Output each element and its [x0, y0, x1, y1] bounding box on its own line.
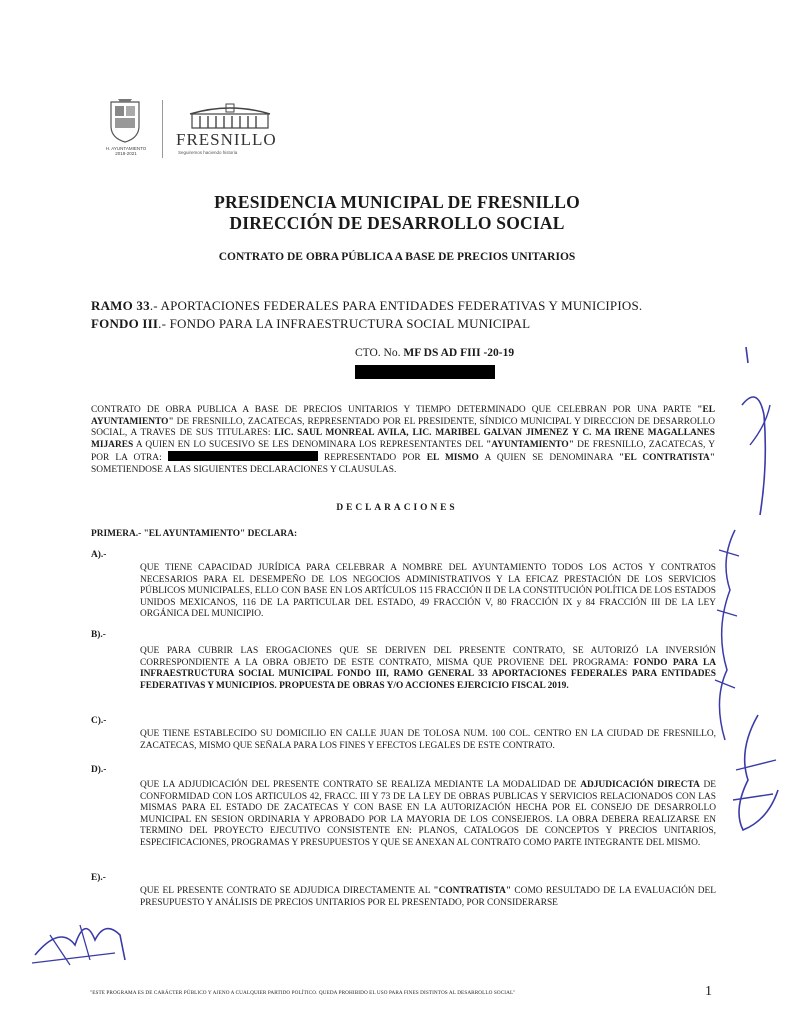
margin-signature-top [740, 345, 780, 525]
clause-d-bold: ADJUDICACIÓN DIRECTA [580, 780, 700, 790]
clause-e-text: QUE EL PRESENTE CONTRATO SE ADJUDICA DIRECTAMENTE AL [140, 886, 434, 896]
clause-label-b: B).- [91, 630, 106, 640]
clause-text-c: QUE TIENE ESTABLECIDO SU DOMICILIO EN CALLE JUAN DE TOLOSA NUM. 100 COL. CENTRO EN LA CIUDAD DE FRESNILLO, ZACATECAS, MISMO QUE SEÑALA PARA LOS FINES Y EFECTOS LEGALES DE ESTE CONTRATO. [140, 729, 716, 751]
building-facade-icon [186, 102, 274, 130]
city-logo-name: FRESNILLO [176, 130, 277, 149]
clause-b-bold: FONDO PARA LA INFRAESTRUCTURA SOCIAL MUNICIPAL FONDO III, RAMO GENERAL 33 APORTACIONES FEDERALES PARA ENTIDADES FEDERATIVAS Y MUNICIPIOS. PROPUESTA DE OBRAS Y/O ACCIONES EJERCICIO FISCAL 2019. [140, 657, 716, 691]
ramo-text: .- APORTACIONES FEDERALES PARA ENTIDADES FEDERATIVAS Y MUNICIPIOS. [149, 298, 643, 313]
intro-text: REPRESENTADO POR [317, 453, 427, 464]
ramo-label: RAMO 33 [91, 298, 150, 313]
primera-heading: PRIMERA.- "EL AYUNTAMIENTO" DECLARA: [91, 529, 298, 539]
clause-text-b [140, 646, 716, 692]
initials-signature [30, 905, 130, 975]
clause-label-e: E).- [91, 873, 106, 883]
intro-bold: "EL AYUNTAMIENTO" [91, 405, 715, 427]
declaraciones-heading: DECLARACIONES [336, 503, 458, 513]
intro-bold: LIC. SAUL MONREAL AVILA, LIC. MARIBEL GALVAN JIMENEZ Y C. MA IRENE MAGALLANES MIJARES [91, 428, 715, 450]
intro-text: DE FRESNILLO, ZACATECAS, REPRESENTADO POR EL PRESIDENTE, SÍNDICO MUNICIPAL Y DIRECCION DE DESARROLLO SOCIAL, A TRAVES DE SUS TITULARES: [91, 416, 715, 439]
intro-text: DE FRESNILLO, ZACATECAS, Y POR LA OTRA: [91, 439, 715, 464]
shield-caption: H. AYUNTAMIENTO 2018-2021 [105, 146, 147, 156]
intro-text: A QUIEN EN LO SUCESIVO SE LES DENOMINARA LOS REPRESENTANTES DEL [133, 439, 487, 450]
page-title-line2: DIRECCIÓN DE DESARROLLO SOCIAL [229, 213, 565, 233]
intro-paragraph [91, 405, 715, 477]
intro-bold: EL MISMO [426, 453, 479, 464]
clause-label-c: C).- [91, 716, 107, 726]
contract-type-heading: CONTRATO DE OBRA PÚBLICA A BASE DE PRECIOS UNITARIOS [218, 251, 576, 263]
fondo-label: FONDO III [91, 316, 159, 331]
intro-text: A QUIEN SE DENOMINARA [478, 453, 620, 464]
city-logo-slogan: Seguiremos haciendo historia [178, 150, 238, 155]
clause-e-text: COMO RESULTADO DE LA EVALUACIÓN DEL PRESUPUESTO Y ANÁLISIS DE PRECIOS UNITARIOS POR EL PRESENTADO, POR CONSIDERARSE [140, 886, 716, 908]
contract-number-value: MF DS AD FIII -20-19 [403, 347, 515, 359]
clause-label-d: D).- [91, 765, 107, 775]
contract-number [355, 347, 514, 359]
intro-text: CONTRATO DE OBRA PUBLICA A BASE DE PRECIOS UNITARIOS Y TIEMPO DETERMINADO QUE CELEBRAN POR UNA PARTE [91, 405, 698, 415]
ramo-line [91, 298, 642, 314]
clause-d-text: DE CONFORMIDAD CON LOS ARTICULOS 42, FRACC. III Y 73 DE LA LEY DE OBRAS PUBLICAS Y SERVICIOS RELACIONADOS CON LAS MISMAS PARA EL ESTADO DE ZACATECAS Y CON BASE EN LA AUTORIZACIÓN HECHA POR EL CONSEJO DE DESARROLLO MUNICIPAL EN SESION ORDINARIA Y APROBADO POR LA MAYORIA DE LOS CONSEJEROS. LA OBRA DEBERA REALIZARSE EN TERMINO DEL PROYECTO EJECUTIVO CONSISTENTE EN: PLANOS, CATALOGOS DE CONCEPTOS Y PRECIOS UNITARIOS, ESPECIFICACIONES, PROGRAMAS Y PRESUPUESTOS Y QUE SE ANEXAN AL CONTRATO COMO PARTE INTEGRANTE DEL MISMO. [140, 780, 716, 848]
intro-text: SOMETIENDOSE A LAS SIGUIENTES DECLARACIONES Y CLAUSULAS. [91, 464, 397, 475]
redaction-inline [168, 451, 318, 461]
intro-bold: "EL CONTRATISTA" [619, 453, 715, 464]
clause-b-text: QUE PARA CUBRIR LAS EROGACIONES QUE SE DERIVEN DEL PRESENTE CONTRATO, SE AUTORIZÓ LA INVERSIÓN CORRESPONDIENTE A LA OBRA OBJETO DE ESTE CONTRATO, MISMA QUE PROVIENE DEL PROGRAMA: [140, 646, 716, 668]
margin-signature-bottom [728, 710, 783, 840]
municipal-shield-logo [108, 98, 142, 144]
clause-e-bold: "CONTRATISTA" [433, 886, 512, 896]
clause-text-e [140, 886, 716, 909]
redaction-box [355, 365, 495, 379]
logo-divider [162, 100, 163, 158]
footer-disclaimer: "ESTE PROGRAMA ES DE CARÁCTER PÚBLICO Y AJENO A CUALQUIER PARTIDO POLÍTICO. QUEDA PROHIBIDO EL USO PARA FINES DISTINTOS AL DESARROLLO SOCIAL" [90, 990, 516, 996]
fondo-line [91, 316, 530, 332]
intro-bold: "AYUNTAMIENTO" [486, 439, 574, 450]
page-number: 1 [705, 984, 712, 999]
clause-label-a: A).- [91, 550, 107, 560]
contract-number-prefix: CTO. No. [355, 347, 404, 359]
page-title-line1: PRESIDENCIA MUNICIPAL DE FRESNILLO [214, 192, 580, 212]
clause-text-d [140, 780, 716, 850]
clause-text-a: QUE TIENE CAPACIDAD JURÍDICA PARA CELEBRAR A NOMBRE DEL AYUNTAMIENTO TODOS LOS ACTOS Y CONTRATOS NECESARIOS PARA EL DESEMPEÑO DE LOS NEGOCIOS ADMINISTRATIVOS Y LA EFICAZ PRESTACIÓN DE LOS SERVICIOS PÚBLICOS MUNICIPALES, ELLO CON BASE EN LOS ARTÍCULOS 115 FRACCIÓN II DE LA CONSTITUCIÓN POLÍTICA DE LOS ESTADOS UNIDOS MEXICANOS, 116 DE LA PARTICULAR DEL ESTADO, 49 FRACCIÓN V, 80 FRACCIÓN IX y 84 FRACCIÓN III DE LA LEY ORGÁNICA DEL MUNICIPIO. [140, 563, 716, 620]
fondo-text: .- FONDO PARA LA INFRAESTRUCTURA SOCIAL MUNICIPAL [158, 316, 531, 331]
clause-d-text: QUE LA ADJUDICACIÓN DEL PRESENTE CONTRATO SE REALIZA MEDIANTE LA MODALIDAD DE [140, 780, 581, 790]
